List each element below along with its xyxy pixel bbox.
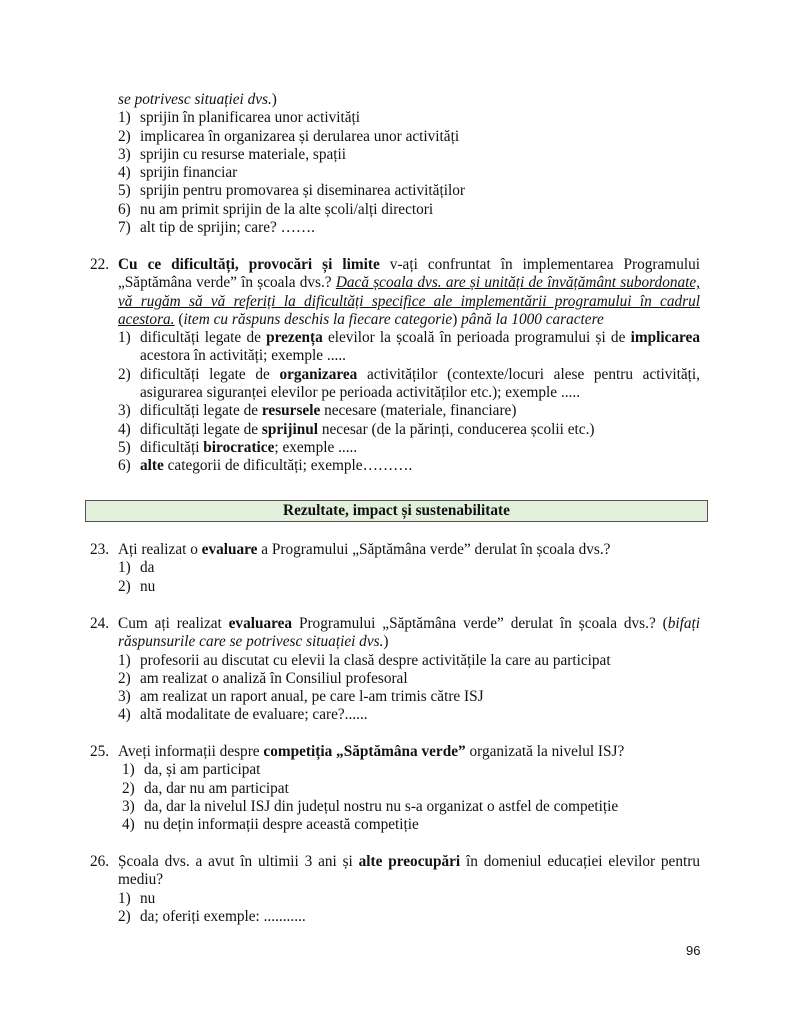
item-text: implicarea [630,329,700,347]
q26-options [90,890,700,927]
item-text: nu dețin informații despre această competiție [144,816,419,834]
list-item [90,559,700,577]
q25-options [90,761,700,834]
q-text: Ați realizat o [118,541,202,558]
question-number: 24. [90,615,110,632]
list-item [90,816,700,834]
q-text: Cum ați realizat [118,615,229,632]
list-item [90,688,700,706]
q-bold: evaluarea [228,615,293,632]
list-item [90,890,700,908]
question-21-tail: se potrivesc situației dvs.) 1) sprijin în planificarea unor activități 2) implicarea în organizarea și derularea unor activități 3) sprijin cu resurse materiale, spații 4) sprijin financiar 5) sprijin pentru promovarea și diseminarea activităților 6) nu am primit sprijin de la alte școli/alți directori 7) alt tip de sprijin; care? ……. [90,91,700,237]
q-italic: bifați răspunsurile care se potrivesc situației dvs. [118,615,700,651]
q-text: Programului „Săptămâna verde” derulat în școala dvs.? ( [292,615,668,632]
item-text: elevilor la școală în perioada programului și de [322,329,631,347]
list-item [90,128,700,146]
list-item [90,578,700,596]
list-item [90,402,700,420]
question-22: 22. Cu ce dificultăți, provocări și limite v-ați confruntat în implementarea Programului „Săptămâna verde” în școala dvs.? Dacă școala dvs. are și unități de învățământ subordonate, vă rugăm să vă referiți la dificultăți specifice ale implementării programului în cadrul acestora. (item cu răspuns deschis la fiecare categorie) până la 1000 caractere 1) dificultăți legate de prezența elevilor la școală în perioada programului și de implicarea acestora în activități; exemple ..... 2) dificultăți legate de organizarea activităților (contexte/locuri alese pentru activități, asigurarea siguranței elevilor pe perioada activităților etc.); exemple ..... 3) dificultăți legate de resursele necesare (materiale, financiare) 4) dificultăți legate de sprijinul necesar (de la părinți, conducerea școlii etc.) 5) dificultăți birocratice; exemple ..... 6) alte categorii de dificultăți; exemple………. [90,256,701,475]
q-text: în domeniul educației elevilor pentru mediu? [118,853,700,889]
item-text: altă modalitate de evaluare; care?...... [140,706,368,724]
item-number: 4) [118,420,131,438]
item-text: da [140,559,155,577]
item-text: dificultăți legate de [140,365,280,383]
item-number: 3) [118,688,131,706]
question-23 [90,541,700,596]
item-number: 2) [118,127,131,145]
q24-options [90,652,700,725]
item-text: da; oferiți exemple: ........... [140,907,306,925]
item-number: 2) [118,365,131,383]
item-text: resursele [261,402,321,420]
q21-options [90,109,700,237]
item-number: 4) [118,706,131,724]
q-text: a Programului „Săptămâna verde” derulat în școala dvs.? [257,541,611,558]
section-header: Rezultate, impact și sustenabilitate [85,500,708,522]
item-number: 1) [118,889,131,907]
item-number: 3) [118,402,131,420]
item-number: 4) [122,816,135,834]
question-25 [90,743,700,834]
item-number: 4) [118,164,131,182]
item-number: 3) [122,797,135,815]
item-text: profesorii au discutat cu elevii la clasă despre activitățile la care au participat [140,651,611,669]
item-number: 2) [118,577,131,595]
item-text: nu am primit sprijin de la alte școli/alți directori [140,200,434,218]
item-text: organizarea [279,365,358,383]
q22-italic: item cu răspuns deschis la fiecare categorie [183,310,453,328]
item-text: sprijin în planificarea unor activități [140,109,361,127]
item-text: necesar (de la părinți, conducerea școlii etc.) [318,420,595,438]
item-text: alte [140,457,164,475]
q-text: organizată la nivelul ISJ? [465,743,625,760]
question-24: 24. Cum ați realizat evaluarea Programului „Săptămâna verde” derulat în școala dvs.? (bifați răspunsurile care se potrivesc situației dvs.) 1) profesorii au discutat cu elevii la clasă despre activitățile la care au participat 2) am realizat o analiză în Consiliul profesoral 3) am realizat un raport anual, pe care l-am trimis către ISJ 4) altă modalitate de evaluare; care?...... [90,615,700,724]
item-number: 7) [118,219,131,237]
item-number: 1) [118,109,131,127]
list-item [90,366,700,403]
list-item [90,908,700,926]
q23-options [90,559,700,596]
item-text: ; exemple ..... [274,438,358,456]
list-item [90,670,700,688]
q22-limit: până la 1000 caractere [457,310,604,328]
q-bold: alte preocupări [358,853,461,870]
item-text: activităților (contexte/locuri alese pentru activități, asigurarea siguranței elevilor pe perioada activităților etc.); exemple ..... [140,365,700,402]
item-number: 5) [118,438,131,456]
q-text: Aveți informații despre [118,743,264,760]
list-item [90,329,700,366]
list-item [90,439,700,457]
question-number: 23. [90,541,110,558]
item-number: 2) [118,669,131,687]
list-item [90,457,700,475]
q-bold: competiția „Săptămâna verde” [263,743,466,760]
q22-bold: Cu ce dificultăți, provocări și limite [118,256,380,273]
item-text: am realizat o analiză în Consiliul profesoral [140,669,408,687]
q22-text: v-ați confruntat în implementarea Programului „Săptămâna verde” în școala dvs.? [118,256,700,292]
list-item [90,146,700,164]
question-26 [90,853,700,926]
item-text: prezența [266,329,323,347]
list-item [90,780,700,798]
item-text: nu [140,889,156,907]
item-text: da, și am participat [144,761,261,779]
list-item [90,421,700,439]
q-text: Școala dvs. a avut în ultimii 3 ani și [118,853,359,870]
item-text: necesare (materiale, financiare) [320,402,517,420]
item-number: 2) [122,779,135,797]
item-text: sprijinul [261,420,319,438]
item-text: da, dar nu am participat [144,779,289,797]
item-number: 5) [118,182,131,200]
item-text: sprijin financiar [140,164,238,182]
item-text: dificultăți [140,438,204,456]
list-item [90,761,700,779]
item-text: sprijin pentru promovarea și diseminarea activităților [140,182,465,200]
item-number: 6) [118,457,131,475]
list-item [90,164,700,182]
item-text: dificultăți legate de [140,402,262,420]
item-text: birocratice [203,438,275,456]
item-number: 3) [118,145,131,163]
list-item [90,201,700,219]
item-number: 1) [122,761,135,779]
item-text: nu [140,577,156,595]
item-text: categorii de dificultăți; exemple………. [163,457,413,475]
item-text: da, dar la nivelul ISJ din județul nostru nu s-a organizat o astfel de competiție [144,797,619,815]
list-item [90,182,700,200]
q-bold: evaluare [201,541,258,558]
item-text: dificultăți legate de [140,329,267,347]
list-item [90,652,700,670]
list-item [90,219,700,237]
q21-tail-text: se potrivesc situației dvs. [118,91,272,108]
item-text: am realizat un raport anual, pe care l-am trimis către ISJ [140,688,484,706]
question-number: 25. [90,743,110,760]
item-number: 2) [118,907,131,925]
q22-options [90,329,700,475]
item-number: 1) [118,651,131,669]
list-item [90,706,700,724]
item-text: implicarea în organizarea și derularea unor activități [140,127,460,145]
item-number: 1) [118,329,131,347]
item-number: 6) [118,200,131,218]
list-item [90,798,700,816]
question-number: 22. [90,256,110,273]
page-number: 96 [686,943,701,958]
item-text: dificultăți legate de [140,420,262,438]
list-item [90,109,700,127]
item-number: 1) [118,559,131,577]
item-text: acestora în activități; exemple ..... [140,347,347,365]
q22-underlined: Dacă școala dvs. are și unități de învățământ subordonate, vă rugăm să vă referiți la dificultăți specifice ale implementării programului în cadrul acestora. [118,274,701,328]
item-text: alt tip de sprijin; care? ……. [140,219,316,237]
item-text: sprijin cu resurse materiale, spații [140,145,347,163]
question-number: 26. [90,853,110,870]
